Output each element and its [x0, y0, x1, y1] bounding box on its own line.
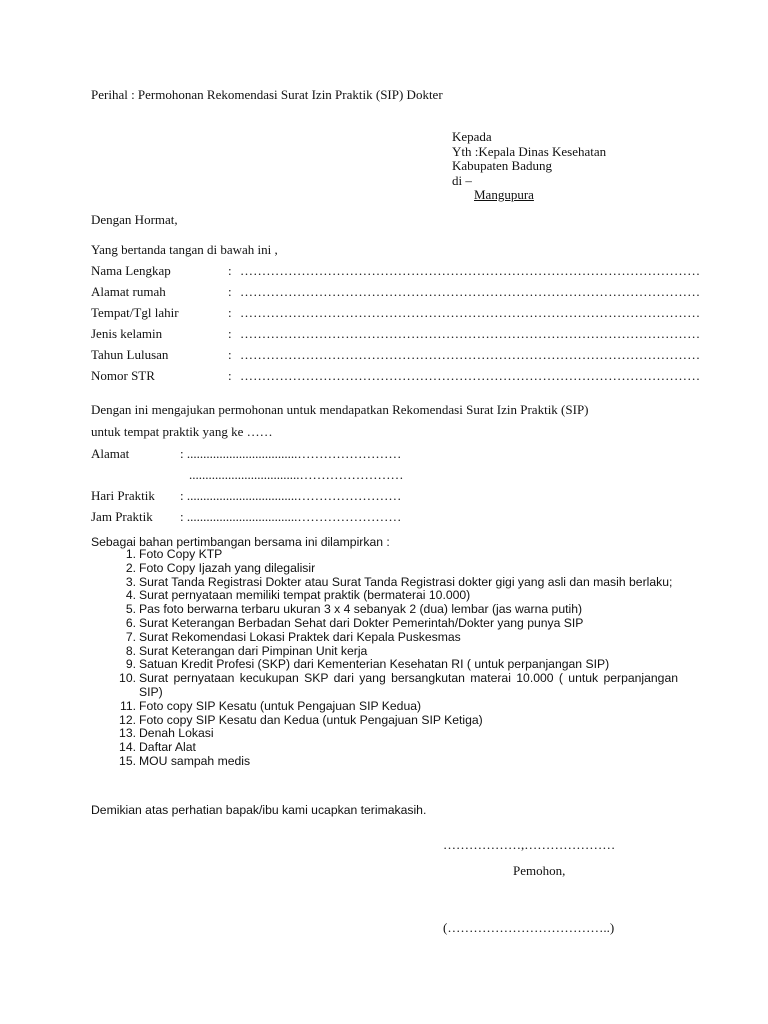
list-item [112, 727, 678, 741]
signature-role: Pemohon, [513, 863, 566, 878]
request-line: untuk tempat praktik yang ke …… [91, 424, 273, 439]
list-item [112, 672, 678, 700]
field-colon: : [228, 263, 232, 278]
practice-value-alamat-cont: ..................................…………………… [189, 467, 404, 482]
field-blank: …………………………………………………………………………………………… [240, 305, 701, 320]
signature-name-line: (………………………………..) [443, 920, 615, 935]
practice-label-jam: Jam Praktik [91, 509, 153, 524]
field-colon: : [228, 305, 232, 320]
recipient-place: Mangupura [474, 187, 534, 203]
list-item [112, 617, 678, 631]
recipient-block [452, 130, 606, 203]
list-number: 14. [119, 740, 136, 755]
list-item [112, 741, 678, 755]
list-number: 2. [125, 560, 136, 575]
list-item [112, 658, 678, 672]
field-label: Alamat rumah [91, 284, 166, 299]
list-text: Surat Keterangan Berbadan Sehat dari Dokter Pemerintah/Dokter yang punya SIP [139, 615, 584, 630]
list-number: 11. [119, 698, 136, 713]
list-text: Surat pernyataan memiliki tempat praktik (bermaterai 10.000) [139, 588, 471, 603]
list-text: Foto copy SIP Kesatu dan Kedua (untuk Pengajuan SIP Ketiga) [139, 712, 483, 727]
list-text: Pas foto berwarna terbaru ukuran 3 x 4 sebanyak 2 (dua) lembar (jas warna putih) [139, 602, 583, 617]
attachments-list [112, 548, 678, 769]
practice-label-alamat: Alamat [91, 446, 130, 461]
field-blank: …………………………………………………………………………………………… [240, 263, 701, 278]
field-label: Nama Lengkap [91, 263, 171, 278]
list-item [112, 589, 678, 603]
list-item [112, 645, 678, 659]
practice-value-alamat: : ..................................…………………… [180, 446, 402, 461]
practice-label-hari: Hari Praktik [91, 488, 155, 503]
list-number: 8. [125, 643, 136, 658]
list-number: 9. [125, 657, 136, 672]
list-number: 7. [125, 629, 136, 644]
field-blank: …………………………………………………………………………………………… [240, 284, 701, 299]
recipient-line: di – [452, 172, 472, 188]
list-number: 15. [119, 753, 136, 768]
list-number: 5. [125, 602, 136, 617]
field-label: Tempat/Tgl lahir [91, 305, 179, 320]
intro-text: Yang bertanda tangan di bawah ini , [91, 242, 278, 257]
list-text: Surat pernyataan kecukupan SKP dari yang bersangkutan materai 10.000 ( untuk perpanjangan SIP) [139, 671, 678, 699]
list-text: Surat Keterangan dari Pimpinan Unit kerja [139, 643, 368, 658]
list-text: Foto copy SIP Kesatu (untuk Pengajuan SIP Kedua) [139, 698, 422, 713]
field-blank: …………………………………………………………………………………………… [240, 347, 701, 362]
practice-value-jam: : ..................................…………………… [180, 509, 402, 524]
attachments-intro: Sebagai bahan pertimbangan bersama ini dilampirkan : [91, 535, 390, 549]
list-item [112, 700, 678, 714]
recipient-line: Kepada [452, 129, 492, 144]
list-number: 1. [125, 547, 136, 561]
practice-value-hari: : ..................................…………………… [180, 488, 402, 503]
list-item [112, 714, 678, 728]
list-text: Denah Lokasi [139, 726, 214, 741]
list-text: Satuan Kredit Profesi (SKP) dari Kementerian Kesehatan RI ( untuk perpanjangan SIP) [139, 657, 610, 672]
list-number: 13. [119, 726, 136, 741]
recipient-line: Kabupaten Badung [452, 158, 553, 174]
field-blank: …………………………………………………………………………………………… [240, 368, 701, 383]
recipient-line: Yth :Kepala Dinas Kesehatan [452, 143, 607, 159]
list-item [112, 631, 678, 645]
field-blank: …………………………………………………………………………………………… [240, 326, 701, 341]
list-text: Foto Copy Ijazah yang dilegalisir [139, 560, 316, 575]
list-item [112, 562, 678, 576]
list-number: 4. [125, 588, 136, 603]
request-line: Dengan ini mengajukan permohonan untuk mendapatkan Rekomendasi Surat Izin Praktik (SIP) [91, 402, 589, 417]
list-item [112, 755, 678, 769]
field-colon: : [228, 347, 232, 362]
list-text: Surat Tanda Registrasi Dokter atau Surat Tanda Registrasi dokter gigi yang asli dan masih berlaku; [139, 574, 673, 589]
list-item [112, 603, 678, 617]
list-number: 6. [125, 615, 136, 630]
field-label: Tahun Lulusan [91, 347, 169, 362]
list-text: Foto Copy KTP [139, 547, 223, 561]
list-item [112, 576, 678, 590]
list-text: MOU sampah medis [139, 753, 251, 768]
field-colon: : [228, 368, 232, 383]
closing-text: Demikian atas perhatian bapak/ibu kami ucapkan terimakasih. [91, 803, 427, 817]
signature-date-line: ………………,………………… [443, 837, 616, 852]
list-item [112, 548, 678, 562]
greeting: Dengan Hormat, [91, 212, 178, 227]
field-label: Nomor STR [91, 368, 155, 383]
list-number: 3. [125, 574, 136, 589]
field-colon: : [228, 326, 232, 341]
list-text: Daftar Alat [139, 740, 196, 755]
letter-subject: Perihal : Permohonan Rekomendasi Surat Izin Praktik (SIP) Dokter [91, 87, 443, 102]
list-text: Surat Rekomendasi Lokasi Praktek dari Kepala Puskesmas [139, 629, 461, 644]
list-number: 12. [119, 712, 136, 727]
field-label: Jenis kelamin [91, 326, 163, 341]
list-number: 10. [119, 671, 136, 686]
field-colon: : [228, 284, 232, 299]
